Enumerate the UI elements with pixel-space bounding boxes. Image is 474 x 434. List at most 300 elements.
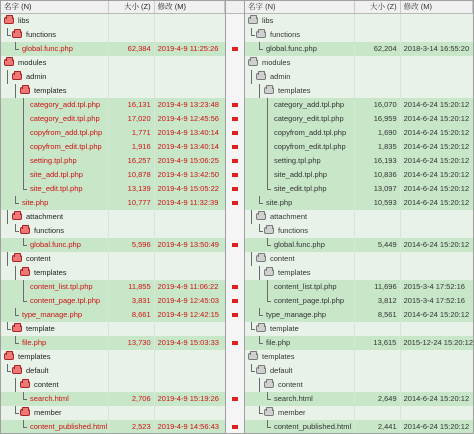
folder-icon	[20, 381, 30, 388]
column-size[interactable]: 大小 (Z)	[109, 1, 155, 13]
tree-connector	[23, 182, 27, 190]
folder-row[interactable]	[1, 28, 225, 42]
folder-row[interactable]	[245, 224, 473, 238]
item-size	[109, 252, 155, 266]
left-tree	[1, 14, 225, 434]
file-row[interactable]	[1, 182, 225, 196]
tree-connector	[259, 84, 263, 98]
item-name-cell[interactable]	[1, 140, 109, 154]
diff-marker-slot	[226, 364, 244, 378]
diff-marker-slot	[226, 266, 244, 280]
item-size: 10,777	[109, 196, 155, 210]
folder-row[interactable]	[1, 252, 225, 266]
item-date: 2019-4-9 13:23:48	[155, 98, 225, 112]
tree-connector	[7, 210, 11, 224]
item-name-cell[interactable]	[245, 364, 355, 378]
diff-flag-icon[interactable]	[232, 131, 238, 135]
item-name-cell[interactable]	[245, 84, 355, 98]
folder-row[interactable]	[1, 322, 225, 336]
item-name: type_manage.php	[266, 310, 327, 319]
diff-marker-slot	[226, 224, 244, 238]
item-name: templates	[18, 352, 51, 361]
file-row[interactable]	[1, 294, 225, 308]
diff-marker-gutter	[226, 0, 244, 434]
item-date	[155, 84, 225, 98]
item-name: templates	[278, 268, 311, 277]
file-row[interactable]	[245, 196, 473, 210]
diff-marker-slot	[226, 420, 244, 434]
item-name-cell[interactable]	[1, 196, 109, 210]
item-name: setting.tpl.php	[30, 156, 77, 165]
item-name-cell[interactable]	[245, 322, 355, 336]
item-name-cell[interactable]	[245, 126, 355, 140]
tree-connector	[23, 392, 27, 400]
folder-row[interactable]	[1, 14, 225, 28]
file-row[interactable]	[245, 42, 473, 56]
item-size: 16,070	[355, 98, 401, 112]
tree-connector	[15, 336, 19, 344]
item-size: 2,441	[355, 420, 401, 434]
diff-marker-slot	[226, 42, 244, 56]
file-row[interactable]	[1, 196, 225, 210]
file-row[interactable]	[245, 112, 473, 126]
item-size	[109, 364, 155, 378]
folder-row[interactable]	[245, 28, 473, 42]
diff-marker-slot	[226, 406, 244, 420]
file-row[interactable]	[1, 238, 225, 252]
item-name-cell[interactable]	[245, 378, 355, 392]
file-row[interactable]	[245, 126, 473, 140]
item-name-cell[interactable]	[1, 392, 109, 406]
item-name: functions	[34, 226, 65, 235]
item-name-cell[interactable]	[245, 196, 355, 210]
item-size: 62,204	[355, 42, 401, 56]
item-name-cell[interactable]	[1, 112, 109, 126]
item-date	[401, 378, 473, 392]
item-name-cell[interactable]	[1, 294, 109, 308]
file-row[interactable]	[1, 336, 225, 350]
item-name-cell[interactable]	[245, 224, 355, 238]
tree-connector	[251, 364, 255, 372]
item-name: templates	[34, 268, 67, 277]
item-date	[155, 14, 225, 28]
item-size: 1,916	[109, 140, 155, 154]
folder-icon	[256, 255, 266, 262]
right-tree	[245, 14, 473, 434]
item-date: 2014-6-24 15:20:12	[401, 308, 473, 322]
item-date: 2014-6-24 15:20:12	[401, 112, 473, 126]
item-size: 11,855	[109, 280, 155, 294]
item-name: copyfrom_add.tpl.php	[30, 128, 103, 137]
folder-row[interactable]	[245, 266, 473, 280]
item-name-cell[interactable]	[1, 420, 109, 434]
item-size: 16,959	[355, 112, 401, 126]
file-row[interactable]	[1, 42, 225, 56]
item-name: content	[34, 380, 59, 389]
item-name-cell[interactable]	[1, 280, 109, 294]
column-name[interactable]: 名字 (N)	[245, 1, 355, 13]
item-name-cell[interactable]	[245, 168, 355, 182]
item-name-cell[interactable]	[1, 84, 109, 98]
folder-icon	[4, 59, 14, 66]
item-size: 8,561	[355, 308, 401, 322]
item-name-cell[interactable]	[245, 294, 355, 308]
folder-row[interactable]	[245, 84, 473, 98]
file-row[interactable]	[245, 308, 473, 322]
file-row[interactable]	[1, 126, 225, 140]
item-name-cell[interactable]	[245, 154, 355, 168]
right-pane[interactable]	[244, 0, 474, 434]
file-row[interactable]	[245, 392, 473, 406]
item-name: content_list.tpl.php	[30, 282, 93, 291]
right-header	[245, 1, 473, 14]
item-name: setting.tpl.php	[274, 156, 321, 165]
item-size: 16,193	[355, 154, 401, 168]
item-size: 3,812	[355, 294, 401, 308]
item-name: member	[278, 408, 306, 417]
diff-flag-icon[interactable]	[232, 145, 238, 149]
file-row[interactable]	[1, 308, 225, 322]
item-name-cell[interactable]	[245, 210, 355, 224]
item-name: global.func.php	[274, 240, 325, 249]
item-name-cell[interactable]	[1, 224, 109, 238]
item-size	[109, 210, 155, 224]
folder-row[interactable]	[245, 350, 473, 364]
tree-connector	[267, 154, 271, 168]
diff-marker-slot	[226, 238, 244, 252]
diff-flag-icon[interactable]	[232, 341, 238, 345]
diff-flag-icon[interactable]	[232, 313, 238, 317]
file-row[interactable]	[245, 140, 473, 154]
item-name: functions	[26, 30, 57, 39]
tree-connector	[7, 322, 11, 330]
column-size[interactable]: 大小 (Z)	[355, 1, 401, 13]
folder-icon	[264, 227, 274, 234]
item-size	[109, 70, 155, 84]
tree-connector	[23, 154, 27, 168]
column-date[interactable]: 修改 (M)	[155, 1, 225, 13]
file-row[interactable]	[245, 280, 473, 294]
folder-row[interactable]	[1, 84, 225, 98]
item-size: 10,836	[355, 168, 401, 182]
item-name-cell[interactable]	[1, 350, 109, 364]
item-date	[401, 28, 473, 42]
folder-icon	[248, 17, 258, 24]
folder-row[interactable]	[245, 322, 473, 336]
item-date	[155, 350, 225, 364]
file-row[interactable]	[245, 98, 473, 112]
folder-row[interactable]	[1, 210, 225, 224]
folder-row[interactable]	[1, 224, 225, 238]
tree-connector	[23, 294, 27, 302]
file-row[interactable]	[245, 168, 473, 182]
item-size	[109, 14, 155, 28]
diff-marker-slot	[226, 252, 244, 266]
item-name-cell[interactable]	[245, 252, 355, 266]
diff-flag-icon[interactable]	[232, 159, 238, 163]
item-name: site_edit.tpl.php	[274, 184, 327, 193]
item-size: 2,523	[109, 420, 155, 434]
item-name-cell[interactable]	[1, 266, 109, 280]
item-name-cell[interactable]	[1, 28, 109, 42]
diff-flag-icon[interactable]	[232, 201, 238, 205]
item-date: 2019-4-9 15:06:25	[155, 154, 225, 168]
item-name-cell[interactable]	[245, 406, 355, 420]
item-size: 2,706	[109, 392, 155, 406]
item-name-cell[interactable]	[1, 56, 109, 70]
item-name: content_page.tpl.php	[30, 296, 101, 305]
folder-row[interactable]	[245, 406, 473, 420]
diff-flag-icon[interactable]	[232, 425, 238, 429]
item-date	[155, 322, 225, 336]
item-name-cell[interactable]	[1, 252, 109, 266]
item-name-cell[interactable]	[1, 168, 109, 182]
item-date: 2014-6-24 15:20:12	[401, 196, 473, 210]
item-name: libs	[262, 16, 274, 25]
diff-flag-icon[interactable]	[232, 117, 238, 121]
tree-connector	[15, 224, 19, 232]
item-size	[355, 406, 401, 420]
item-name: libs	[18, 16, 30, 25]
item-name-cell[interactable]	[245, 140, 355, 154]
item-date	[155, 28, 225, 42]
diff-marker-slot	[226, 294, 244, 308]
item-name-cell[interactable]	[245, 56, 355, 70]
item-size	[109, 350, 155, 364]
item-name: template	[270, 324, 299, 333]
item-name-cell[interactable]	[1, 378, 109, 392]
folder-row[interactable]	[1, 406, 225, 420]
tree-connector	[251, 252, 255, 266]
item-name: category_edit.tpl.php	[30, 114, 100, 123]
tree-connector	[23, 168, 27, 182]
diff-marker-slot	[226, 280, 244, 294]
item-name-cell[interactable]	[1, 210, 109, 224]
folder-row[interactable]	[245, 364, 473, 378]
folder-row[interactable]	[245, 252, 473, 266]
item-name-cell[interactable]	[245, 98, 355, 112]
left-pane[interactable]	[0, 0, 226, 434]
file-row[interactable]	[245, 182, 473, 196]
folder-row[interactable]	[1, 364, 225, 378]
item-size	[355, 364, 401, 378]
tree-connector	[15, 84, 19, 98]
item-date	[401, 350, 473, 364]
item-name-cell[interactable]	[245, 70, 355, 84]
file-row[interactable]	[245, 336, 473, 350]
item-name-cell[interactable]	[1, 238, 109, 252]
item-date	[401, 56, 473, 70]
item-date: 2015-3-4 17:52:16	[401, 294, 473, 308]
diff-flag-icon[interactable]	[232, 243, 238, 247]
item-date: 2015-3-4 17:52:16	[401, 280, 473, 294]
file-row[interactable]	[1, 140, 225, 154]
folder-icon	[12, 31, 22, 38]
tree-connector	[267, 420, 271, 428]
column-date[interactable]: 修改 (M)	[401, 1, 473, 13]
diff-marker-slot	[226, 378, 244, 392]
diff-marker-slot	[226, 336, 244, 350]
item-name: functions	[278, 226, 309, 235]
diff-flag-icon[interactable]	[232, 285, 238, 289]
item-name: category_add.tpl.php	[30, 100, 101, 109]
item-name-cell[interactable]	[1, 98, 109, 112]
item-size	[109, 224, 155, 238]
item-size	[109, 378, 155, 392]
diff-flag-icon[interactable]	[232, 397, 238, 401]
diff-flag-icon[interactable]	[232, 187, 238, 191]
item-name-cell[interactable]	[1, 364, 109, 378]
item-size	[109, 84, 155, 98]
column-name[interactable]: 名字 (N)	[1, 1, 109, 13]
file-row[interactable]	[1, 112, 225, 126]
item-name-cell[interactable]	[1, 406, 109, 420]
item-name: default	[26, 366, 49, 375]
file-row[interactable]	[1, 392, 225, 406]
item-name: content_published.html	[30, 422, 108, 431]
item-name-cell[interactable]	[1, 308, 109, 322]
tree-connector	[15, 266, 19, 280]
item-size: 10,878	[109, 168, 155, 182]
item-size: 8,661	[109, 308, 155, 322]
diff-marker-slot	[226, 98, 244, 112]
item-size	[355, 56, 401, 70]
folder-row[interactable]	[245, 210, 473, 224]
file-row[interactable]	[1, 154, 225, 168]
item-size	[109, 266, 155, 280]
tree-connector	[259, 378, 263, 392]
diff-marker-slot	[226, 154, 244, 168]
item-date: 2014-6-24 15:20:12	[401, 140, 473, 154]
item-name: templates	[34, 86, 67, 95]
folder-row[interactable]	[1, 350, 225, 364]
folder-row[interactable]	[245, 56, 473, 70]
folder-row[interactable]	[1, 266, 225, 280]
file-row[interactable]	[1, 420, 225, 434]
item-name-cell[interactable]	[245, 238, 355, 252]
folder-icon	[4, 353, 14, 360]
item-name-cell[interactable]	[1, 154, 109, 168]
diff-flag-icon[interactable]	[232, 103, 238, 107]
item-name: functions	[270, 30, 301, 39]
folder-row[interactable]	[1, 56, 225, 70]
item-name-cell[interactable]	[1, 322, 109, 336]
tree-connector	[251, 28, 255, 36]
file-row[interactable]	[245, 238, 473, 252]
item-name: member	[34, 408, 62, 417]
file-row[interactable]	[1, 98, 225, 112]
tree-connector	[259, 406, 263, 414]
diff-marker-slot	[226, 56, 244, 70]
file-row[interactable]	[245, 420, 473, 434]
item-name-cell[interactable]	[1, 336, 109, 350]
diff-flag-icon[interactable]	[232, 173, 238, 177]
item-name: category_add.tpl.php	[274, 100, 345, 109]
item-name: attachment	[26, 212, 64, 221]
item-name-cell[interactable]	[245, 182, 355, 196]
tree-connector	[7, 364, 11, 372]
item-name-cell[interactable]	[245, 350, 355, 364]
item-size	[355, 28, 401, 42]
item-name: template	[26, 324, 55, 333]
item-name-cell[interactable]	[245, 392, 355, 406]
item-name: attachment	[270, 212, 308, 221]
item-name-cell[interactable]	[1, 126, 109, 140]
item-name-cell[interactable]	[1, 70, 109, 84]
item-name-cell[interactable]	[245, 28, 355, 42]
item-name: search.html	[30, 394, 69, 403]
gutter-markers	[226, 14, 244, 434]
item-size	[355, 14, 401, 28]
item-name-cell[interactable]	[1, 42, 109, 56]
item-name: file.php	[22, 338, 47, 347]
item-name-cell[interactable]	[245, 308, 355, 322]
item-size: 17,020	[109, 112, 155, 126]
item-date: 2019-4-9 13:42:50	[155, 168, 225, 182]
item-date: 2019-4-9 15:03:33	[155, 336, 225, 350]
folder-row[interactable]	[245, 70, 473, 84]
tree-connector	[23, 140, 27, 154]
diff-marker-slot	[226, 112, 244, 126]
item-name: content_list.tpl.php	[274, 282, 337, 291]
item-name: templates	[278, 86, 311, 95]
item-name-cell[interactable]	[245, 336, 355, 350]
item-name-cell[interactable]	[245, 14, 355, 28]
item-name: search.html	[274, 394, 313, 403]
file-row[interactable]	[1, 280, 225, 294]
folder-icon	[248, 353, 258, 360]
item-size: 5,596	[109, 238, 155, 252]
file-row[interactable]	[1, 168, 225, 182]
item-date: 2014-6-24 15:20:12	[401, 182, 473, 196]
folder-icon	[12, 325, 22, 332]
item-date	[155, 364, 225, 378]
folder-row[interactable]	[1, 378, 225, 392]
item-name: global.func.php	[22, 44, 73, 53]
item-name: templates	[262, 352, 295, 361]
item-date: 2019-4-9 11:32:39	[155, 196, 225, 210]
diff-marker-slot	[226, 182, 244, 196]
diff-marker-slot	[226, 84, 244, 98]
item-name: content	[26, 254, 51, 263]
folder-row[interactable]	[1, 70, 225, 84]
item-name-cell[interactable]	[245, 42, 355, 56]
file-row[interactable]	[245, 294, 473, 308]
item-name: type_manage.php	[22, 310, 83, 319]
item-date	[401, 406, 473, 420]
item-name-cell[interactable]	[1, 14, 109, 28]
item-name-cell[interactable]	[1, 182, 109, 196]
item-date: 2019-4-9 11:06:22	[155, 280, 225, 294]
item-size: 1,835	[355, 140, 401, 154]
folder-row[interactable]	[245, 378, 473, 392]
file-row[interactable]	[245, 154, 473, 168]
folder-row[interactable]	[245, 14, 473, 28]
diff-marker-slot	[226, 168, 244, 182]
item-size	[355, 350, 401, 364]
item-name: global.func.php	[266, 44, 317, 53]
item-name-cell[interactable]	[245, 112, 355, 126]
diff-flag-icon[interactable]	[232, 299, 238, 303]
item-name: site.php	[22, 198, 49, 207]
diff-flag-icon[interactable]	[232, 47, 238, 51]
item-name-cell[interactable]	[245, 280, 355, 294]
item-name-cell[interactable]	[245, 266, 355, 280]
item-name-cell[interactable]	[245, 420, 355, 434]
item-name: content	[270, 254, 295, 263]
tree-connector	[267, 98, 271, 112]
tree-connector	[23, 126, 27, 140]
